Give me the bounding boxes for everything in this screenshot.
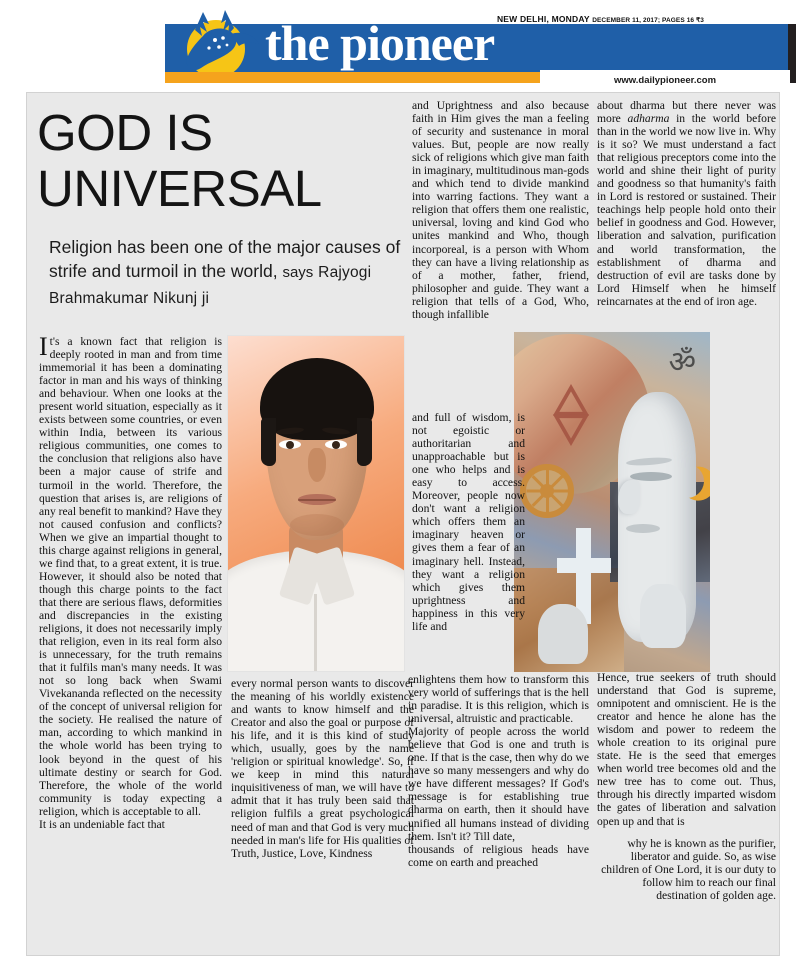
dharma-wheel-hub bbox=[540, 484, 554, 498]
article-column-4-top bbox=[597, 99, 776, 308]
article-column-4-middle bbox=[597, 671, 776, 828]
dateline bbox=[497, 14, 704, 24]
dharma-wheel-icon bbox=[520, 464, 574, 518]
portrait-eye-left bbox=[279, 440, 301, 449]
column-2-paragraph-1: every normal person wants to discover the meaning of his worldly existence and wants to know himself and the Creator and also the goal or purpose of his life, and it is this kind of study which, usually, goes by the name 'religion or spiritual knowledge'. So, if we keep in mind this natural inquisitiveness of man, we will have to admit that it has truly been said that religion fulfils a great psychological need of man and that God is very much needed in man's life for His qualities of Truth, Justice, Love, Kindness bbox=[231, 677, 414, 860]
author-portrait-photo bbox=[227, 335, 405, 672]
portrait-lip-line bbox=[298, 499, 336, 501]
portrait-nose bbox=[308, 448, 326, 482]
headline-line-2: UNIVERSAL bbox=[37, 160, 322, 217]
column-4-text-a: about dharma but there never was more bbox=[597, 99, 776, 126]
column-4-paragraph-1 bbox=[597, 99, 776, 308]
dateline-city: NEW DELHI, MONDAY bbox=[496, 14, 590, 24]
adharma-italic: adharma bbox=[627, 112, 670, 126]
website-url-box[interactable] bbox=[540, 70, 790, 84]
portrait-eye-right bbox=[325, 440, 347, 449]
column-3-paragraph-4: Majority of people across the world believe that God is one and truth is one. If that is the case, then why do we have so many messengers and why do we have different messages? If God's message is for establishing true dharma on earth, then it should have unified all humans instead of dividing them. Isn't it? Till date, bbox=[408, 725, 589, 843]
interfaith-collage-illustration bbox=[514, 332, 710, 672]
column-4-paragraph-3: why he is known as the purifier, liberator and guide. So, as wise children of One Lord, it is our duty to follow him to reach our final destination of golden age. bbox=[601, 837, 776, 903]
collage-hand-left bbox=[538, 604, 588, 664]
article-column-2 bbox=[231, 677, 414, 860]
article-column-3-wrap bbox=[412, 411, 525, 633]
page-title bbox=[37, 105, 407, 217]
standfirst bbox=[49, 235, 404, 311]
column-4-paragraph-2: Hence, true seekers of truth should understand that God is supreme, omnipotent and omniscient. He is the creator and hence he alone has the wisdom and power to redeem the whole creation to its original pure state. He is the seed that emerges when world tree becomes old and the new tree has to come out. Thus, through his directly imparted wisdom the gates of liberation and salvation open up and that is bbox=[597, 671, 776, 828]
portrait-pupil-right bbox=[332, 441, 340, 449]
column-3-paragraph-3: enlightens them how to transform this very world of sufferings that is the hell in paradise. It is this religion, which is universal, altruistic and practicable. bbox=[408, 673, 589, 726]
collage-face-lip bbox=[626, 524, 660, 533]
newspaper-title: the pioneer bbox=[265, 15, 495, 71]
christian-cross-bar bbox=[557, 558, 611, 573]
article-column-4-bottom bbox=[597, 837, 776, 902]
column-4-text-b: in the world before than in the world we now live in. Why is it so? We must understand a fact that religious preceptors come into the world and shine their light of purity and goodness so that humanity's faith in Lord is restored or sustained. Their teachings help people hold onto their belief in goodness and God. However, liberation and salvation, purification and world transformation, the establishment of dharma and destruction of evil are tasks done by Lord Himself when he himself reincarnates at the end of iron age. bbox=[597, 112, 776, 308]
column-3-paragraph-1: and Uprightness and also because faith in Him gives the man a feeling of security and sustenance in moral values. But, people are now really sick of religions which give man faith in imaginary, multitudinous man-gods and which tend to divide mankind into warring factions. They want a religion that offers them one realistic, universal, loving and kind God who unites mankind and Who, though incorporeal, is a person with Whom they can have a living relationship as of a mother, father, friend, philosopher and guide. They want a religion that tells of a God, Who, though infallible bbox=[412, 99, 590, 321]
article-column-1 bbox=[39, 332, 222, 831]
dateline-detail: DECEMBER 11, 2017; PAGES 16 ₹3 bbox=[592, 17, 704, 24]
article-body bbox=[26, 92, 780, 956]
portrait-sideburn-left bbox=[261, 418, 276, 466]
om-icon: ॐ bbox=[668, 345, 696, 380]
deer-sun-logo-icon bbox=[173, 6, 277, 78]
standfirst-text: Religion has been one of the major causes of strife and turmoil in the world, bbox=[49, 237, 401, 281]
headline-line-1: GOD IS bbox=[37, 104, 213, 161]
column-3-paragraph-5: thousands of religious heads have come on earth and preached bbox=[408, 842, 589, 869]
portrait-chin bbox=[290, 514, 344, 536]
column-1-paragraph-2: It is an undeniable fact that bbox=[39, 817, 165, 831]
star-of-david-icon bbox=[540, 384, 602, 446]
website-url: www.dailypioneer.com bbox=[613, 75, 717, 86]
collage-hand-right bbox=[640, 584, 686, 648]
byline-author: Rajyogi Brahmakumar Nikunj ji bbox=[49, 264, 372, 307]
masthead bbox=[155, 4, 800, 86]
byline-prefix: says bbox=[282, 264, 314, 281]
article-column-3-bottom bbox=[408, 673, 589, 869]
collage-face-nose bbox=[618, 480, 640, 514]
portrait-pupil-left bbox=[286, 441, 294, 449]
deer-icon bbox=[173, 6, 277, 78]
column-3-paragraph-2: and full of wisdom, is not egoistic or authoritarian and unapproachable but is one who helps and is easy to access. Moreover, people now don't want a religion which offers them an imaginary heaven or gives them a fear of an imaginary hell. Instead, they want a religion which gives them uprightness and happiness in this very life and bbox=[412, 411, 525, 633]
column-1-paragraph-1: It's a known fact that religion is deeply rooted in man and from time immemorial it has been a dominating factor in man and his ways of thinking and behaviour. When one looks at the present world situation, especially as it exists between some countries, or even within India, between its various religious communities, one comes to the conclusion that religions also have been a major cause of strife and turmoil in the world. Therefore, the question that arises is, are religions of any real benefit to mankind? Have they not caused confusion and conflicts? When we give an impartial thought to this charge against religions in general, we find that, to a great extent, it is true. However, it should also be noted that though this charge points to the fact that there are serious flaws, deformities and discrepancies in the existing religions, it does not necessarily imply that religion, even in its real form also is unnecessary, for the truth remains that it fulfils man's many needs. It was not so long back when Swami Vivekananda reflected on the necessity of the concept of universal religion for the society. He realised the nature of man, according to which mankind in the whole world has been trying to look beyond in the quest of his ultimate destiny or search for God. Therefore, the whole of the world community is today expecting a religion, which is acceptable to all. bbox=[39, 332, 222, 818]
article-column-3-top bbox=[412, 99, 589, 321]
portrait-placket bbox=[314, 594, 317, 672]
portrait-sideburn-right bbox=[357, 418, 372, 466]
